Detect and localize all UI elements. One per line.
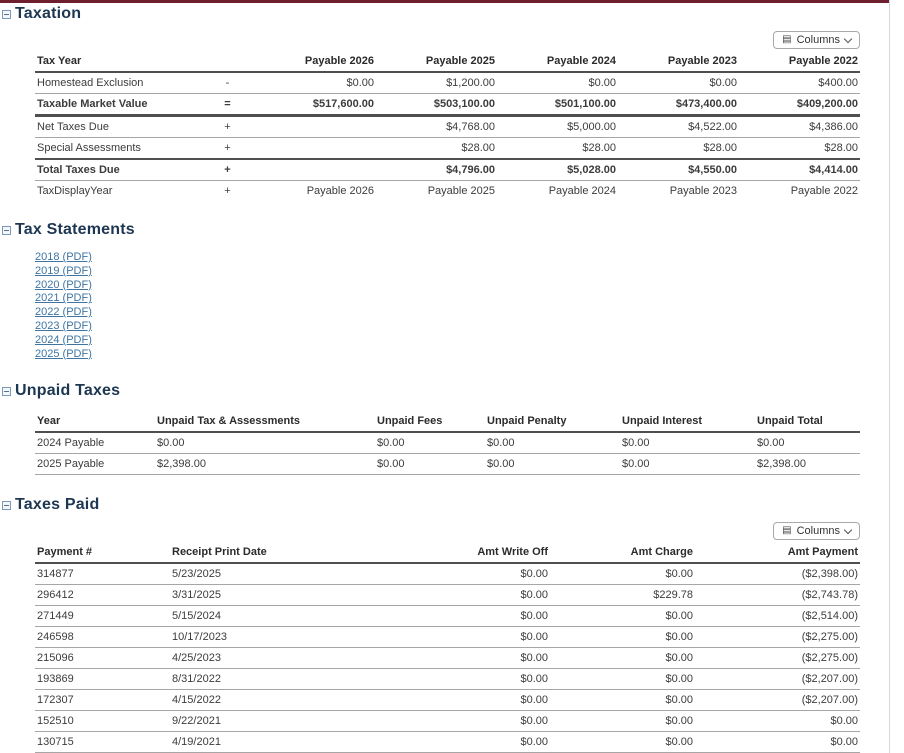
unpaid-cell: $0.00 bbox=[375, 454, 485, 475]
collapse-icon[interactable] bbox=[2, 10, 11, 19]
unpaid-cell: 2025 Payable bbox=[35, 454, 155, 475]
row-value: $5,028.00 bbox=[497, 159, 618, 181]
columns-button[interactable] bbox=[773, 522, 860, 540]
paid-cell: 296412 bbox=[35, 585, 170, 606]
paid-row bbox=[35, 669, 860, 690]
taxation-row bbox=[35, 138, 860, 160]
row-value: $5,000.00 bbox=[497, 116, 618, 138]
unpaid-row bbox=[35, 432, 860, 454]
paid-row bbox=[35, 648, 860, 669]
paid-cell: 9/22/2021 bbox=[170, 711, 372, 732]
row-sign: + bbox=[224, 185, 231, 197]
paid-cell: $0.00 bbox=[550, 627, 695, 648]
tax-statements-title: Tax Statements bbox=[15, 221, 135, 238]
chevron-down-icon bbox=[844, 526, 852, 534]
paid-cell: 215096 bbox=[35, 648, 170, 669]
columns-button-label: Columns bbox=[796, 34, 840, 46]
taxation-col-header: Payable 2023 bbox=[618, 52, 739, 72]
row-value: $1,200.00 bbox=[376, 72, 497, 94]
row-sign: - bbox=[200, 72, 255, 94]
taxation-row bbox=[35, 72, 860, 94]
row-value: Payable 2025 bbox=[427, 185, 495, 197]
taxation-col-header: Payable 2025 bbox=[376, 52, 497, 72]
row-value: Payable 2026 bbox=[306, 185, 374, 197]
unpaid-col-header: Unpaid Total bbox=[755, 412, 860, 432]
unpaid-cell: $0.00 bbox=[485, 454, 620, 475]
paid-cell: ($2,514.00) bbox=[695, 606, 860, 627]
unpaid-cell: $0.00 bbox=[620, 432, 755, 454]
row-value: $400.00 bbox=[739, 72, 860, 94]
unpaid-row bbox=[35, 454, 860, 475]
unpaid-cell: $0.00 bbox=[620, 454, 755, 475]
row-value: $4,522.00 bbox=[618, 116, 739, 138]
paid-cell: ($2,398.00) bbox=[695, 563, 860, 585]
paid-cell: 4/25/2023 bbox=[170, 648, 372, 669]
paid-cell: $0.00 bbox=[550, 669, 695, 690]
paid-col-header: Payment # bbox=[35, 543, 170, 563]
unpaid-taxes-section-header bbox=[0, 382, 889, 400]
paid-cell: $0.00 bbox=[372, 669, 550, 690]
paid-cell: $0.00 bbox=[695, 732, 860, 753]
taxation-title: Taxation bbox=[15, 5, 82, 22]
paid-cell: 5/23/2025 bbox=[170, 563, 372, 585]
row-value: $503,100.00 bbox=[376, 94, 497, 116]
paid-cell: $0.00 bbox=[550, 606, 695, 627]
row-value: $409,200.00 bbox=[739, 94, 860, 116]
taxes-paid-title: Taxes Paid bbox=[15, 496, 100, 514]
paid-cell: 8/31/2022 bbox=[170, 669, 372, 690]
paid-cell: 193869 bbox=[35, 669, 170, 690]
paid-row bbox=[35, 563, 860, 585]
taxation-section-header bbox=[0, 5, 889, 23]
paid-cell: $0.00 bbox=[372, 732, 550, 753]
taxation-row bbox=[35, 116, 860, 138]
paid-cell: 152510 bbox=[35, 711, 170, 732]
taxation-col-header: Tax Year bbox=[35, 52, 200, 72]
row-value: $28.00 bbox=[739, 138, 860, 160]
collapse-icon[interactable] bbox=[2, 226, 11, 235]
taxation-col-header bbox=[200, 52, 255, 72]
paid-cell: $0.00 bbox=[550, 732, 695, 753]
row-value: $4,414.00 bbox=[739, 159, 860, 181]
tax-statement-link[interactable]: 2023 (PDF) bbox=[35, 319, 92, 332]
paid-cell: 10/17/2023 bbox=[170, 627, 372, 648]
chevron-down-icon bbox=[844, 34, 852, 42]
row-value bbox=[255, 138, 376, 160]
paid-cell: 5/15/2024 bbox=[170, 606, 372, 627]
taxes-paid-table-tools bbox=[35, 522, 860, 540]
tax-statement-link[interactable]: 2022 (PDF) bbox=[35, 306, 92, 319]
paid-cell: ($2,207.00) bbox=[695, 669, 860, 690]
unpaid-taxes-table bbox=[35, 412, 860, 475]
paid-cell: 314877 bbox=[35, 563, 170, 585]
unpaid-cell: 2024 Payable bbox=[35, 432, 155, 454]
paid-col-header: Amt Charge bbox=[550, 543, 695, 563]
paid-cell: $0.00 bbox=[372, 627, 550, 648]
row-value: $28.00 bbox=[376, 138, 497, 160]
row-value: $0.00 bbox=[497, 72, 618, 94]
unpaid-col-header: Unpaid Interest bbox=[620, 412, 755, 432]
taxation-table bbox=[35, 52, 860, 201]
row-value: $0.00 bbox=[255, 72, 376, 94]
row-value: Payable 2022 bbox=[790, 185, 858, 197]
paid-cell: $0.00 bbox=[372, 606, 550, 627]
tax-statement-link[interactable]: 2021 (PDF) bbox=[35, 292, 92, 305]
paid-cell: $0.00 bbox=[550, 648, 695, 669]
row-value: $4,796.00 bbox=[376, 159, 497, 181]
paid-cell: $0.00 bbox=[372, 585, 550, 606]
section-tax-statements bbox=[0, 221, 889, 361]
paid-cell: 246598 bbox=[35, 627, 170, 648]
unpaid-cell: $0.00 bbox=[755, 432, 860, 454]
unpaid-col-header: Year bbox=[35, 412, 155, 432]
row-value: $0.00 bbox=[618, 72, 739, 94]
row-value: $517,600.00 bbox=[255, 94, 376, 116]
row-sign: + bbox=[200, 159, 255, 181]
row-value: $4,768.00 bbox=[376, 116, 497, 138]
columns-icon: ▤ bbox=[782, 34, 792, 45]
section-unpaid-taxes bbox=[0, 382, 889, 475]
taxation-col-header: Payable 2024 bbox=[497, 52, 618, 72]
paid-cell: $0.00 bbox=[550, 563, 695, 585]
taxation-table-tools bbox=[35, 31, 860, 49]
unpaid-cell: $0.00 bbox=[155, 432, 375, 454]
unpaid-cell: $2,398.00 bbox=[755, 454, 860, 475]
paid-row bbox=[35, 627, 860, 648]
paid-cell: 172307 bbox=[35, 690, 170, 711]
paid-cell: 4/15/2022 bbox=[170, 690, 372, 711]
tax-statement-link[interactable]: 2025 (PDF) bbox=[35, 347, 92, 360]
paid-row bbox=[35, 711, 860, 732]
row-value: $28.00 bbox=[497, 138, 618, 160]
collapse-icon[interactable] bbox=[2, 501, 11, 510]
tax-statement-link[interactable]: 2019 (PDF) bbox=[35, 264, 92, 277]
row-label: Total Taxes Due bbox=[35, 159, 200, 181]
paid-col-header: Amt Write Off bbox=[372, 543, 550, 563]
tax-statement-link[interactable]: 2024 (PDF) bbox=[35, 333, 92, 346]
row-label: Homestead Exclusion bbox=[35, 72, 200, 94]
paid-cell: 130715 bbox=[35, 732, 170, 753]
row-value bbox=[255, 159, 376, 181]
unpaid-cell: $0.00 bbox=[375, 432, 485, 454]
paid-cell: $0.00 bbox=[695, 711, 860, 732]
row-value: Payable 2024 bbox=[548, 185, 616, 197]
paid-cell: ($2,275.00) bbox=[695, 627, 860, 648]
paid-row bbox=[35, 690, 860, 711]
unpaid-taxes-title: Unpaid Taxes bbox=[15, 382, 121, 400]
paid-header-row bbox=[35, 543, 860, 563]
row-sign: = bbox=[200, 94, 255, 116]
taxes-paid-table bbox=[35, 543, 860, 753]
taxation-col-header: Payable 2026 bbox=[255, 52, 376, 72]
taxation-row bbox=[35, 181, 860, 202]
taxation-row bbox=[35, 94, 860, 116]
taxes-paid-section-header bbox=[0, 496, 889, 514]
row-sign: + bbox=[200, 138, 255, 160]
row-value bbox=[255, 116, 376, 138]
unpaid-header-row bbox=[35, 412, 860, 432]
row-label: Net Taxes Due bbox=[35, 116, 200, 138]
paid-row bbox=[35, 732, 860, 753]
paid-cell: ($2,275.00) bbox=[695, 648, 860, 669]
paid-cell: 4/19/2021 bbox=[170, 732, 372, 753]
paid-cell: $0.00 bbox=[372, 648, 550, 669]
taxation-col-header: Payable 2022 bbox=[739, 52, 860, 72]
unpaid-col-header: Unpaid Penalty bbox=[485, 412, 620, 432]
paid-row bbox=[35, 606, 860, 627]
unpaid-col-header: Unpaid Tax & Assessments bbox=[155, 412, 375, 432]
collapse-icon[interactable] bbox=[2, 387, 11, 396]
columns-button-label: Columns bbox=[796, 525, 840, 538]
row-value: $4,386.00 bbox=[739, 116, 860, 138]
tax-statement-link[interactable]: 2018 (PDF) bbox=[35, 251, 92, 263]
row-label: Taxable Market Value bbox=[35, 94, 200, 116]
paid-cell: 271449 bbox=[35, 606, 170, 627]
section-taxation bbox=[0, 5, 889, 201]
row-value: $4,550.00 bbox=[618, 159, 739, 181]
paid-cell: 3/31/2025 bbox=[170, 585, 372, 606]
row-label: TaxDisplayYear bbox=[37, 185, 113, 197]
paid-cell: $229.78 bbox=[550, 585, 695, 606]
paid-col-header: Receipt Print Date bbox=[170, 543, 372, 563]
paid-col-header: Amt Payment bbox=[695, 543, 860, 563]
unpaid-cell: $0.00 bbox=[485, 432, 620, 454]
section-accent-bar bbox=[0, 0, 889, 3]
unpaid-col-header: Unpaid Fees bbox=[375, 412, 485, 432]
paid-cell: $0.00 bbox=[372, 690, 550, 711]
taxation-row bbox=[35, 159, 860, 181]
paid-cell: $0.00 bbox=[372, 563, 550, 585]
section-taxes-paid bbox=[0, 496, 889, 753]
paid-row bbox=[35, 585, 860, 606]
columns-icon: ▤ bbox=[782, 525, 792, 537]
tax-statement-link[interactable]: 2020 (PDF) bbox=[35, 278, 92, 291]
paid-cell: $0.00 bbox=[372, 711, 550, 732]
unpaid-cell: $2,398.00 bbox=[155, 454, 375, 475]
taxation-header-row bbox=[35, 52, 860, 72]
columns-button[interactable] bbox=[773, 31, 860, 49]
paid-cell: $0.00 bbox=[550, 690, 695, 711]
paid-cell: $0.00 bbox=[550, 711, 695, 732]
row-sign: + bbox=[200, 116, 255, 138]
row-value: $501,100.00 bbox=[497, 94, 618, 116]
tax-statement-links bbox=[35, 251, 889, 361]
paid-cell: ($2,207.00) bbox=[695, 690, 860, 711]
row-value: $473,400.00 bbox=[618, 94, 739, 116]
row-value: $28.00 bbox=[618, 138, 739, 160]
row-value: Payable 2023 bbox=[669, 185, 737, 197]
paid-cell: ($2,743.78) bbox=[695, 585, 860, 606]
tax-statements-section-header bbox=[0, 221, 889, 239]
row-label: Special Assessments bbox=[35, 138, 200, 160]
